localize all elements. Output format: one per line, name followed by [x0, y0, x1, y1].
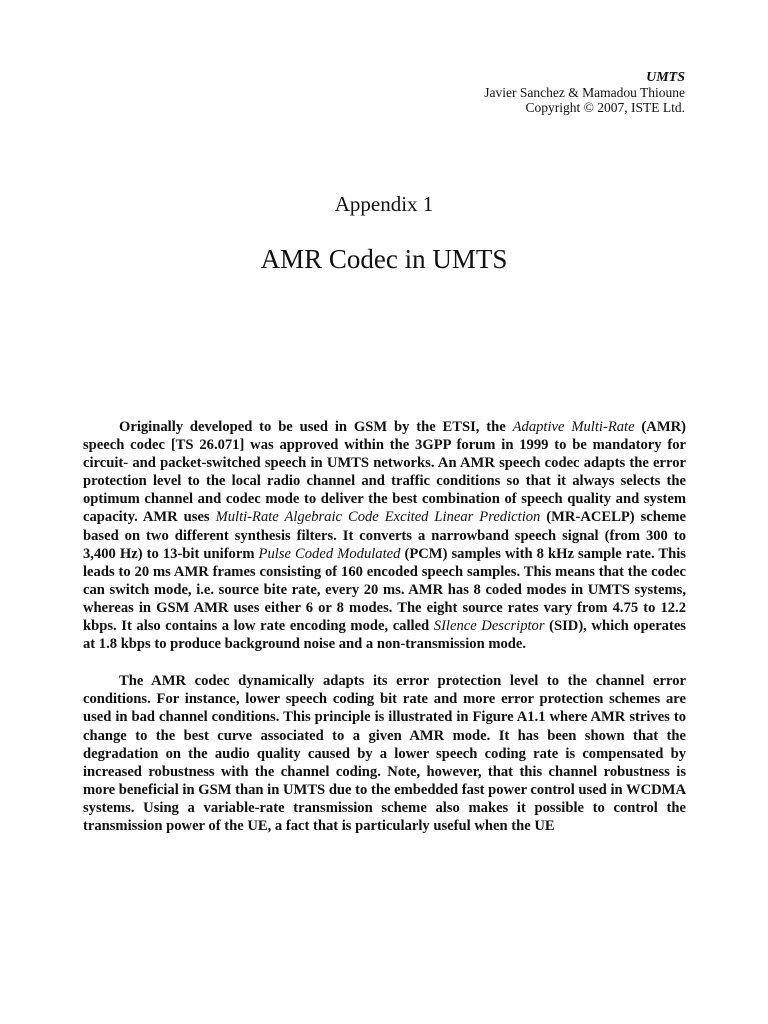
authors: Javier Sanchez & Mamadou Thioune	[484, 85, 685, 100]
paragraph-1	[83, 418, 686, 653]
term-sid: SIlence Descriptor	[433, 618, 545, 635]
chapter-title: AMR Codec in UMTS	[260, 244, 508, 274]
paragraph-2: The AMR codec dynamically adapts its error protection level to the channel error conditions. For instance, lower speech coding bit rate and more error protection schemes are used in bad channel conditions. This principle is illustrated in Figure A1.1 where AMR strives to change to the best curve associated to a given AMR mode. It has been shown that the degradation on the audio quality caused by a lower speech coding rate is compensated by increased robustness with the channel coding. Note, however, that this channel robustness is more beneficial in GSM than in UMTS due to the embedded fast power control used in WCDMA systems. Using a variable-rate transmission scheme also makes it possible to control the transmission power of the UE, a fact that is particularly useful when the UE	[83, 673, 686, 834]
book-title: UMTS	[646, 70, 685, 85]
text-run: Originally developed to be used in GSM by the ETSI, the	[119, 419, 513, 435]
running-header	[484, 70, 685, 115]
term-adaptive-multi-rate: Adaptive Multi-Rate	[512, 419, 635, 435]
text-run: (MR-ACELP) scheme based on two different synthesis filters. It converts a narrowband speech signal (from 300 to 3,400 Hz) to 13-bit uniform	[83, 509, 686, 562]
appendix-label: Appendix 1	[334, 192, 434, 216]
term-mr-acelp: Multi-Rate Algebraic Code Excited Linear Prediction	[215, 509, 541, 526]
copyright-notice: Copyright © 2007, ISTE Ltd.	[525, 100, 685, 115]
body-text	[83, 418, 686, 854]
text-run: (AMR) speech codec [TS 26.071] was approved within the 3GPP forum in 1999 to be mandatory for circuit- and packet-switched speech in UMTS networks. An AMR speech codec adapts the error protection level to the local radio channel and traffic conditions so that it always selects the optimum channel and codec mode to deliver the best combination of speech quality and system capacity. AMR uses	[83, 419, 686, 526]
text-run: (SID), which operates at 1.8 kbps to produce background noise and a non-transmission mode.	[83, 618, 686, 653]
term-pcm: Pulse Coded Modulated	[258, 545, 401, 562]
text-run: (PCM) samples with 8 kHz sample rate. This leads to 20 ms AMR frames consisting of 160 encoded speech samples. This means that the codec can switch mode, i.e. source bite rate, every 20 ms. AMR has 8 coded modes in UMTS systems, whereas in GSM AMR uses either 6 or 8 modes. The eight source rates vary from 4.75 to 12.2 kbps. It also contains a low rate encoding mode, called	[83, 545, 686, 635]
